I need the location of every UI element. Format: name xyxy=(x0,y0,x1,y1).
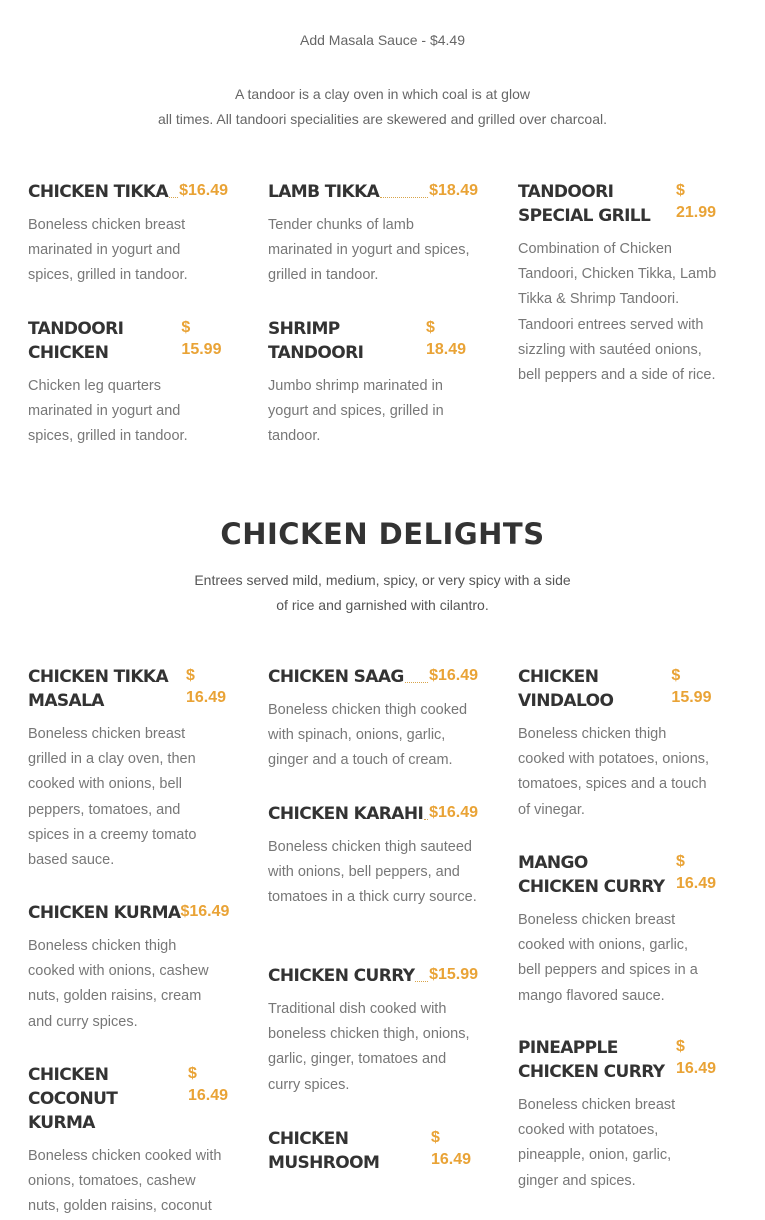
menu-item-price: $18.49 xyxy=(429,182,478,199)
tandoor-description-line: all times. All tandoori specialities are skewered and grilled over charcoal. xyxy=(158,111,607,127)
menu-item-description: Boneless chicken thigh cooked with potatoes, onions, tomatoes, spices and a touch of vinegar. xyxy=(518,726,710,818)
menu-item-name: CHICKEN CURRY xyxy=(268,966,415,986)
menu-item-description: Boneless chicken breast marinated in yogurt and spices, grilled in tandoor. xyxy=(28,217,188,284)
dotted-leader xyxy=(415,964,428,982)
menu-item-header xyxy=(518,180,718,228)
menu-item xyxy=(518,1036,718,1194)
menu-item-description: Jumbo shrimp marinated in yogurt and spices, grilled in tandoor. xyxy=(268,378,444,445)
menu-item-price: $15.99 xyxy=(429,966,478,983)
menu-item-name: CHICKEN TIKKA MASALA xyxy=(28,667,169,711)
menu-item-price: $ 18.49 xyxy=(426,319,467,358)
menu-item-price: $16.49 xyxy=(429,804,478,821)
menu-item-header xyxy=(28,901,228,925)
menu-item xyxy=(268,180,478,289)
menu-item-description: Boneless chicken breast cooked with onions, garlic, bell peppers and spices in a mango flavored sauce. xyxy=(518,912,698,1004)
menu-item-header xyxy=(518,851,718,899)
section-description-line: of rice and garnished with cilantro. xyxy=(276,597,489,613)
menu-item-description: Tender chunks of lamb marinated in yogurt and spices, grilled in tandoor. xyxy=(268,217,470,284)
menu-item-name: SHRIMP TANDOORI xyxy=(268,319,364,363)
dotted-leader xyxy=(380,180,428,198)
menu-item-header xyxy=(28,317,223,365)
menu-item-header xyxy=(268,180,478,204)
menu-item-name: CHICKEN SAAG xyxy=(268,667,404,687)
menu-item-description: Boneless chicken thigh cooked with onions, cashew nuts, golden raisins, cream and curry spices. xyxy=(28,938,209,1030)
menu-item-price: $ 16.49 xyxy=(188,1065,229,1104)
menu-item-name: CHICKEN TIKKA xyxy=(28,182,169,202)
menu-item xyxy=(518,665,713,823)
menu-item xyxy=(268,317,468,450)
menu-item-header xyxy=(28,665,228,713)
menu-item xyxy=(28,180,228,289)
menu-item-price: $ 16.49 xyxy=(676,853,717,892)
menu-item-header xyxy=(268,665,478,689)
menu-item-price: $16.49 xyxy=(179,182,228,199)
masala-sauce-note: Add Masala Sauce - $4.49 xyxy=(300,32,465,48)
menu-item-name: CHICKEN KURMA xyxy=(28,903,181,923)
menu-item-price: $ 16.49 xyxy=(186,667,227,706)
tandoor-description xyxy=(0,82,765,132)
menu-item-header xyxy=(28,1063,228,1135)
menu-item-name: LAMB TIKKA xyxy=(268,182,380,202)
menu-item-price: $ 15.99 xyxy=(181,319,222,358)
menu-item-header xyxy=(268,1127,473,1175)
menu-item xyxy=(268,802,478,911)
menu-item-name: MANGO CHICKEN CURRY xyxy=(518,853,665,897)
menu-item-description: Boneless chicken breast grilled in a clay oven, then cooked with onions, bell peppers, tomatoes, and spices in a creemy tomato based sauce. xyxy=(28,726,197,869)
menu-item-header xyxy=(518,1036,718,1084)
menu-item-description: Boneless chicken thigh cooked with spinach, onions, garlic, ginger and a touch of cream. xyxy=(268,702,468,769)
menu-item-description: Boneless chicken cooked with onions, tomatoes, cashew nuts, golden raisins, coconut xyxy=(28,1148,222,1215)
menu-item-name: TANDOORI CHICKEN xyxy=(28,319,124,363)
menu-item-price: $ 15.99 xyxy=(671,667,712,706)
menu-item-name: CHICKEN VINDALOO xyxy=(518,667,614,711)
menu-item xyxy=(28,665,228,873)
menu-item-name: CHICKEN MUSHROOM xyxy=(268,1129,380,1173)
menu-item xyxy=(28,317,223,450)
section-description xyxy=(0,568,765,618)
menu-item xyxy=(268,665,478,774)
tandoor-description-line: A tandoor is a clay oven in which coal is at glow xyxy=(235,86,530,102)
menu-item xyxy=(518,180,718,388)
menu-item-header xyxy=(518,665,713,713)
menu-item xyxy=(268,964,478,1098)
menu-item-name: PINEAPPLE CHICKEN CURRY xyxy=(518,1038,665,1082)
menu-item xyxy=(518,851,718,1009)
menu-item-price: $ 16.49 xyxy=(431,1129,472,1168)
section-description-line: Entrees served mild, medium, spicy, or very spicy with a side xyxy=(194,572,571,588)
menu-item-description: Combination of Chicken Tandoori, Chicken Tikka, Lamb Tikka & Shrimp Tandoori. Tandoori entrees served with sizzling with sautéed onions, bell peppers and a side of rice. xyxy=(518,241,717,384)
section-title: CHICKEN DELIGHTS xyxy=(220,517,545,551)
dotted-leader xyxy=(169,180,178,198)
menu-item-description: Boneless chicken thigh sauteed with onions, bell peppers, and tomatoes in a thick curry source. xyxy=(268,839,477,906)
menu-item-price: $ 16.49 xyxy=(676,1038,717,1077)
menu-item-description: Boneless chicken breast cooked with potatoes, pineapple, onion, garlic, ginger and spices. xyxy=(518,1097,676,1189)
menu-item-header xyxy=(268,317,468,365)
menu-item xyxy=(268,1127,473,1175)
menu-item-description: Traditional dish cooked with boneless chicken thigh, onions, garlic, ginger, tomatoes and curry spices. xyxy=(268,1001,470,1093)
menu-item-name: CHICKEN COCONUT KURMA xyxy=(28,1065,118,1133)
menu-item-name: CHICKEN KARAHI xyxy=(268,804,424,824)
menu-item-header xyxy=(268,802,478,826)
dotted-leader xyxy=(424,802,428,820)
dotted-leader xyxy=(405,665,428,683)
menu-item-price: $16.49 xyxy=(180,903,230,920)
menu-item-description: Chicken leg quarters marinated in yogurt and spices, grilled in tandoor. xyxy=(28,378,188,445)
menu-item-price: $16.49 xyxy=(429,667,478,684)
menu-item-name: TANDOORI SPECIAL GRILL xyxy=(518,182,651,226)
menu-item-price: $ 21.99 xyxy=(676,182,717,221)
menu-item xyxy=(28,1063,228,1220)
menu-item-header xyxy=(268,964,478,988)
menu-item xyxy=(28,901,228,1035)
menu-item-header xyxy=(28,180,228,204)
